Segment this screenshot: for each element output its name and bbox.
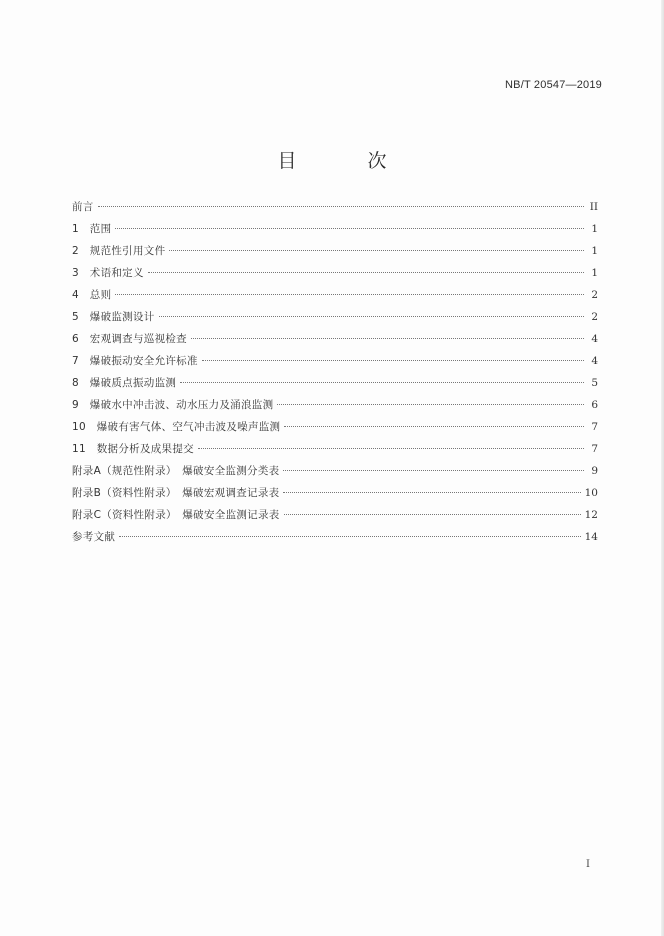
toc-entry-page: 1 [591,267,598,279]
toc-entry-page: 10 [584,487,598,499]
toc-leader-dots [283,492,580,493]
toc-leader-dots [115,294,584,295]
toc-entry[interactable] [72,441,598,463]
standard-number: NB/T 20547—2019 [505,79,602,91]
toc-entry-label: 前言 [72,201,94,213]
toc-entry-label: 3 术语和定义 [72,267,144,279]
toc-entry-page: 7 [591,443,598,455]
toc-entry-page: 2 [591,289,598,301]
toc-entry-label: 1 范围 [72,223,112,235]
toc-entry-page: 7 [591,421,598,433]
toc-entry-page: 1 [591,245,598,257]
toc-entry[interactable] [72,529,598,551]
toc-entry[interactable] [72,397,598,419]
toc-entry-label: 4 总则 [72,289,112,301]
toc-entry-page: 12 [584,509,598,521]
toc-entry-label: 9 爆破水中冲击波、动水压力及涌浪监测 [72,399,274,411]
toc-entry[interactable] [72,375,598,397]
toc-leader-dots [198,448,584,449]
toc-leader-dots [148,272,584,273]
toc-leader-dots [115,228,584,229]
toc-entry[interactable] [72,309,598,331]
toc-entry-label: 附录A（规范性附录） 爆破安全监测分类表 [72,465,280,477]
toc-leader-dots [159,316,584,317]
toc-entry[interactable] [72,463,598,485]
toc-leader-dots [277,404,584,405]
toc-leader-dots [284,514,581,515]
toc-entry-label: 11 数据分析及成果提交 [72,443,194,455]
table-of-contents [72,199,598,551]
toc-entry-label: 附录C（资料性附录） 爆破安全监测记录表 [72,509,280,521]
toc-entry[interactable] [72,243,598,265]
toc-entry-page: 9 [591,465,598,477]
toc-entry[interactable] [72,485,598,507]
toc-entry-label: 附录B（资料性附录） 爆破宏观调查记录表 [72,487,280,499]
toc-entry[interactable] [72,419,598,441]
toc-entry-page: 5 [591,377,598,389]
toc-entry[interactable] [72,353,598,375]
toc-leader-dots [98,206,584,207]
page-number: I [586,859,590,870]
toc-entry[interactable] [72,199,598,221]
toc-entry-label: 10 爆破有害气体、空气冲击波及噪声监测 [72,421,281,433]
toc-entry-label: 6 宏观调查与巡视检查 [72,333,187,345]
toc-entry-label: 2 规范性引用文件 [72,245,166,257]
toc-entry-label: 5 爆破监测设计 [72,311,155,323]
page-title: 目 次 [277,150,413,172]
toc-leader-dots [180,382,584,383]
toc-leader-dots [119,536,580,537]
toc-entry[interactable] [72,287,598,309]
toc-leader-dots [191,338,584,339]
toc-entry-page: II [589,201,598,213]
toc-entry-page: 2 [591,311,598,323]
toc-entry-label: 7 爆破振动安全允许标准 [72,355,198,367]
toc-entry-page: 6 [591,399,598,411]
toc-entry-page: 14 [584,531,598,543]
toc-entry-page: 1 [591,223,598,235]
toc-entry-page: 4 [591,355,598,367]
toc-entry[interactable] [72,221,598,243]
toc-leader-dots [202,360,584,361]
toc-entry[interactable] [72,507,598,529]
toc-leader-dots [283,470,584,471]
toc-entry-label: 参考文献 [72,531,116,543]
toc-entry-label: 8 爆破质点振动监测 [72,377,177,389]
toc-leader-dots [169,250,584,251]
toc-leader-dots [284,426,584,427]
toc-entry[interactable] [72,331,598,353]
toc-entry-page: 4 [591,333,598,345]
toc-entry[interactable] [72,265,598,287]
